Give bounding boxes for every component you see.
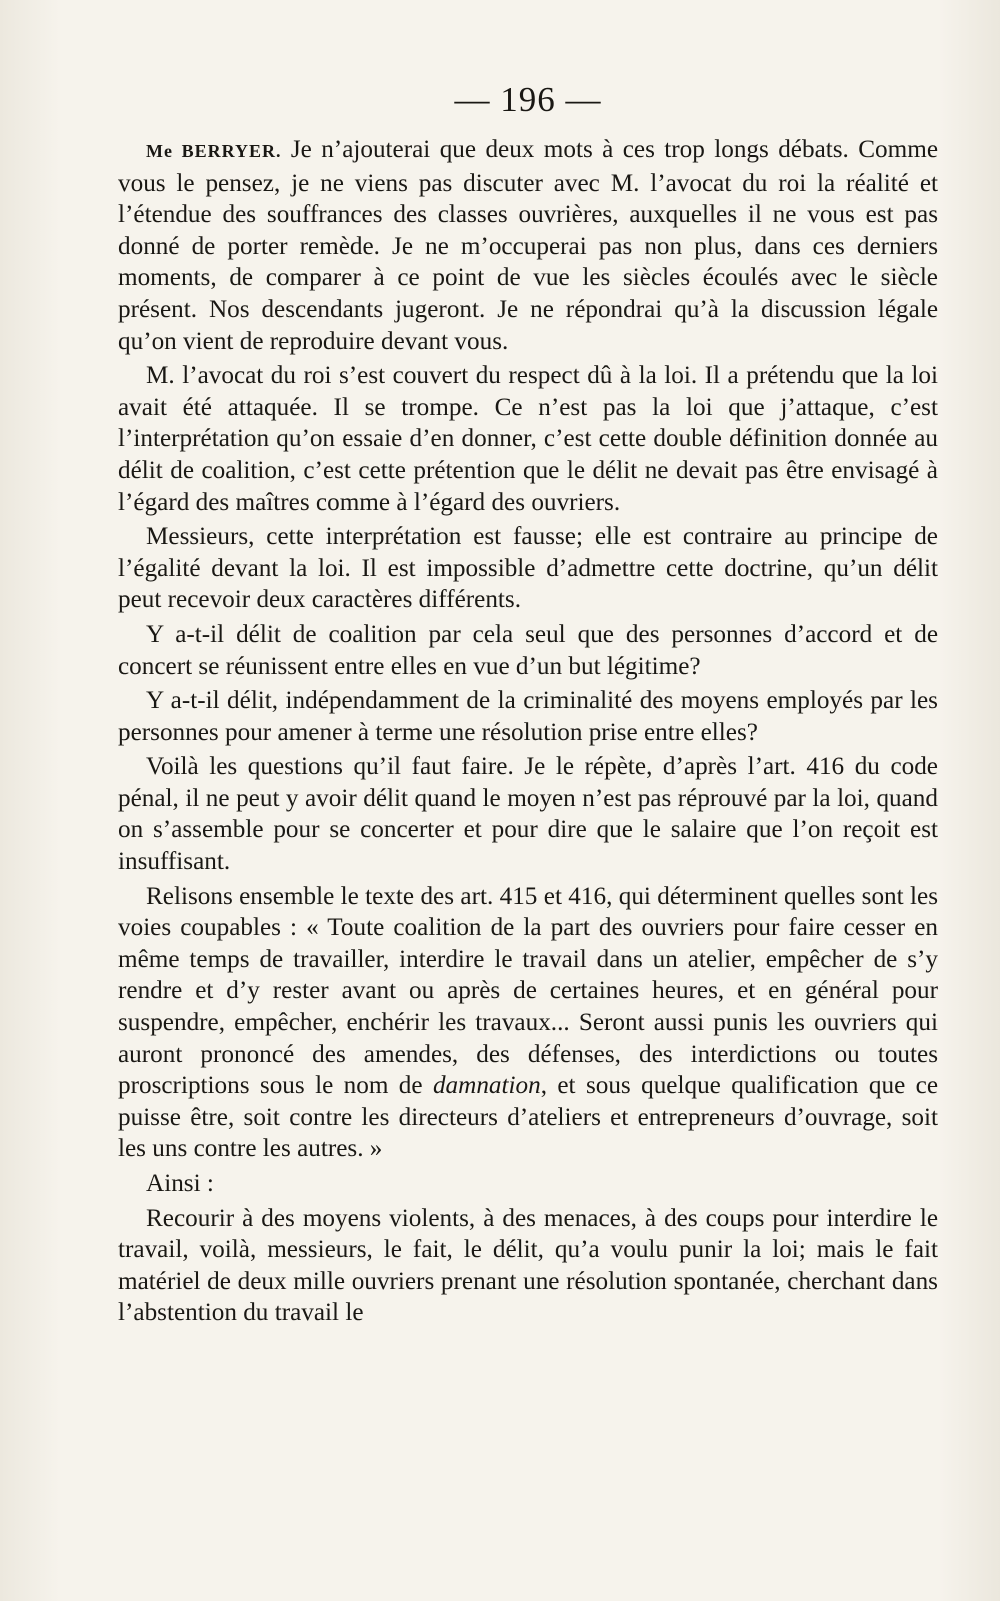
paragraph-2: M. l’avocat du roi s’est couvert du respect dû à la loi. Il a prétendu que la loi avait été attaquée. Il se trompe. Ce n’est pas la loi que j’attaque, c’est l’interprétation qu’on essaie d’en donner, c’est cette double définition donnée au délit de coalition, c’est cette prétention que le délit ne devait pas être envisagé à l’égard des maîtres comme à l’égard des ouvriers.: [118, 362, 938, 516]
paragraph-1: [118, 134, 938, 357]
quote-text-before: Relisons ensemble le texte des art. 415 et 416, qui déterminent quelles sont les voies coupables : « Toute coalition de la part des ouvriers pour faire cesser en même temps de travailler, interdire le travail dans un atelier, empêcher de s’y rendre et d’y rester avant ou après de certaines heures, et en général pour suspendre, empêcher, enchérir les travaux... Seront aussi punis les ouvriers qui auront prononcé des amendes, des défenses, des interdictions ou toutes proscriptions sous le nom de: [118, 882, 938, 1100]
page-body: [118, 134, 938, 1329]
paragraph-text: Je n’ajouterai que deux mots à ces trop longs débats. Comme vous le pensez, je ne viens pas discuter avec M. l’avocat du roi la réalité et l’étendue des souffrances des classes ouvrières, auxquelles il ne vous est pas donné de porter remède. Je ne m’occuperai pas non plus, dans ces derniers moments, de comparer à ce point de vue les siècles écoulés avec le siècle présent. Nos descendants jugeront. Je ne répondrai qu’à la discussion légale qu’on vient de reproduire devant vous.: [118, 136, 939, 355]
paragraph-6: Voilà les questions qu’il faut faire. Je le répète, d’après l’art. 416 du code pénal, il ne peut y avoir délit quand le moyen n’est pas réprouvé par la loi, quand on s’assemble pour se concerter et pour dire que le salaire que l’on reçoit est insuffisant.: [118, 753, 938, 876]
paragraph-5: Y a-t-il délit, indépendamment de la criminalité des moyens employés par les personnes pour amener à terme une résolution prise entre elles?: [118, 687, 938, 746]
quote-emphasis: damnation: [432, 1072, 541, 1100]
paragraph-7: [118, 881, 938, 1165]
paragraph-8: Ainsi :: [146, 1170, 214, 1197]
quote-text-after: , et sous quelque qualification que ce puisse être, soit contre les directeurs d’ateliers et entrepreneurs d’ouvrage, soit les uns contre les autres. »: [118, 1072, 939, 1163]
paragraph-3: Messieurs, cette interprétation est fausse; elle est contraire au principe de l’égalité devant la loi. Il est impossible d’admettre cette doctrine, qu’un délit peut recevoir deux caractères différents.: [118, 523, 938, 614]
paragraph-4: Y a-t-il délit de coalition par cela seul que des personnes d’accord et de concert se réunissent entre elles en vue d’un but légitime?: [118, 620, 938, 680]
paragraph-9: Recourir à des moyens violents, à des menaces, à des coups pour interdire le travail, voilà, messieurs, le fait, le délit, qu’a voulu punir la loi; mais le fait matériel de deux mille ouvriers prenant une résolution spontanée, cherchant dans l’abstention du travail le: [118, 1204, 938, 1327]
page-number: — 196 —: [454, 80, 602, 119]
speaker-name: Me BERRYER.: [146, 141, 282, 161]
